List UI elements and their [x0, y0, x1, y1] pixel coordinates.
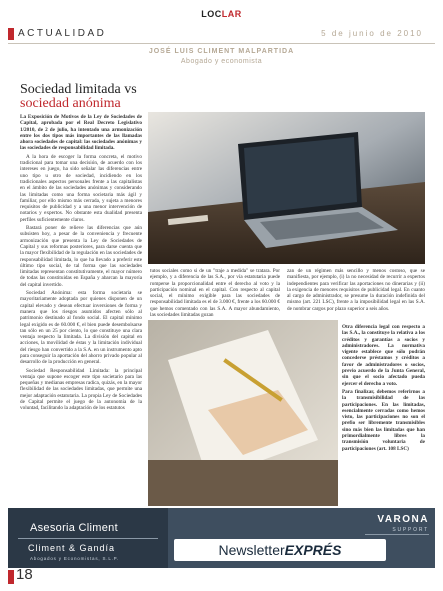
- article-title-line2: sociedad anónima: [20, 96, 121, 111]
- varona-divider: [365, 534, 429, 535]
- author-name: JOSÉ LUIS CLIMENT MALPARTIDA: [148, 48, 295, 55]
- article-column-1: [20, 114, 142, 562]
- page-number-marker: [8, 570, 14, 584]
- article-column-3: [287, 268, 425, 318]
- writing-hand-photo: [148, 320, 338, 506]
- article-paragraph: Sociedad Anónima: esta forma societaria se mayoritariamente adoptada por quienes disponen de un capital elevado y desean efectuar inversiones de forma y manera que los riesgos asumidos afecten sólo al patrimonio destinado al fondo social. El capital mínimo legal exigido es de 60.000 €, el bien puede desembolsarse tan sólo en un 25 por ciento, lo que constituye una clara ventaja respecto la limitada. La división del capital en acciones, la movilidad de éstas y la limitación individual del riesgo han convertido a la S.A. en un instrumento apto para conseguir la aportación del ahorro privado popular al desarrollo de la producción en general.: [20, 290, 142, 366]
- article-paragraph: Bastará poner de relieve las diferencias que aún subsisten hoy, a pesar de la conveniencia y frecuente armonización que presenta la Ley de Sociedades de Capital y sus reformas posteriores, para darse cuenta que la mayor flexibilidad de la regulación en las sociedades de responsabilidad limitada, lo que ha llevado a preferir este último tipo social, de tal forma que las sociedades limitadas representan constitutivamente, el mayor número de todas las constituidas en España y abarcan la mayoría del capital invertido.: [20, 225, 142, 288]
- logo-main-text: LOC: [201, 9, 222, 19]
- varona-support-text: SUPPORT: [392, 527, 429, 533]
- header-divider: [8, 43, 435, 44]
- ad-divider: [18, 538, 158, 539]
- laptop-desk-photo: [148, 112, 425, 264]
- laptop-desk-illustration: [148, 112, 425, 264]
- varona-logo-text: VARONA: [377, 514, 429, 525]
- section-title: ACTUALIDAD: [18, 28, 107, 39]
- article-paragraph: Sociedad Responsabilidad Limitada: la principal ventaja que supone escoger este tipo societario para las pequeñas y medianas empresas radica, quizás, en la mayor flexibilidad de las sociedades limitadas, que permite una mejor adaptación estatutaria. La propia Ley de Sociedades de Capital permite el juego de la autonomía de la voluntad, facilitando la adaptación de los estatutos: [20, 367, 142, 412]
- article-paragraph: zan de un régimen más sencillo y menos costoso, que se manifiesta, por ejemplo, (i) la no necesidad de recurrir a expertos independientes para verificar las aportaciones no dinerarias y (ii) la exigencia de menores requisitos de publicidad legal. En cuanto al cargo de administrador, se presume la duración indefinida del mismo (art. 221 LSC), frente a la imposibilidad legal en las S.A. de nombrar cargos por plazo superior a seis años.: [287, 268, 425, 312]
- logo-accent-text: LAR: [221, 9, 242, 19]
- article-paragraph: tutos sociales como si de un "traje a medida" se tratara. Por ejemplo, y a diferencia de las S.A., por vía estatutaria puede romperse la proporcionalidad entre el derecho al voto y la participación nominal en el capital. Con respecto al capital social, el mínimo exigible para las sociedades de responsabilidad limitada es el de 3.000 €, frente a los 60.000 € que hemos comentado con las S.A. A mayor abundamiento, las sociedades limitadas gozan: [150, 268, 280, 318]
- newsletter-express-button[interactable]: [174, 539, 386, 561]
- article-column-3b: [342, 324, 425, 506]
- article-intro: La Exposición de Motivos de la Ley de Sociedades de Capital, aprobada por el Real Decreto Legislativo 1/2010, de 2 de julio, ha intentado una armonización entre los dos tipos más importantes de las llamadas ahora sociedades de capital: las sociedades anónimas y las sociedades de responsabilidad limitada.: [20, 114, 142, 152]
- issue-date: 5 de junio de 2010: [321, 29, 423, 38]
- newsletter-accent-label: EXPRÉS: [284, 542, 342, 558]
- ad-firm-tagline: Abogados y Economistas, S.L.P.: [30, 556, 119, 561]
- writing-hand-illustration: [148, 320, 338, 506]
- author-role: Abogado y economista: [180, 58, 263, 65]
- article-paragraph: Para finalizar, debemos referirnos a la transmisibilidad de las participaciones. En las limitadas, esencialmente cerradas como hemos visto, las participaciones no son el prefio ser libremente transmisibles sino más bien las limitadas que han primordialmente libres la transmisión voluntaria de participaciones (art. 108 LSC): [342, 388, 425, 452]
- article-column-2: [150, 268, 280, 318]
- section-marker: [8, 28, 14, 40]
- newsletter-label: Newsletter: [218, 542, 285, 558]
- article-title-line1: Sociedad limitada vs: [20, 82, 137, 97]
- ad-asesoria-title: Asesoria Climent: [30, 522, 118, 534]
- publication-logo: [0, 9, 443, 19]
- article-paragraph: Otra diferencia legal con respecto a las S.A., la constituye la relativa a los créditos y garantías a socios y administradores. La normativa vigente establece que sólo podrán concederse préstamos y créditos a favor de administradores o socios, previo acuerdo de la Junta General, sin que el socio afectado pueda ejercer el derecho a voto.: [342, 324, 425, 387]
- ad-firm-name: Climent & Gandía: [28, 543, 116, 553]
- article-paragraph: A la hora de escoger la forma concreta, el motivo tradicional para tomar una decisión, de acuerdo con los intereses en juego, ha sido señalar las diferencias entre uno tipo u otro de sociedad, incidiendo en los tradicionales aspectos personales frente a las capitalistas en el ámbito de las sociedades anónimas y considerando las limitadas como una forma societaria más ágil y familiar, por ello mismo más cerrada, y sujeta a menores requisitos de publicidad y a una menor intervención de notarios y expertos. No obstante esta dualidad presenta perfiles suficientemente claros.: [20, 153, 142, 223]
- page-number: 18: [16, 566, 33, 583]
